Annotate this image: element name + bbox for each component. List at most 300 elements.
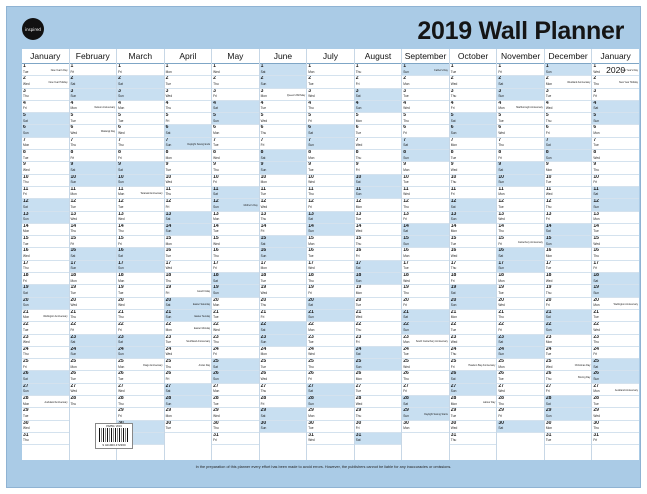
day-cell[interactable] <box>260 322 307 334</box>
day-cell[interactable] <box>402 224 449 236</box>
day-cell[interactable] <box>260 273 307 285</box>
day-cell[interactable] <box>592 150 639 162</box>
day-cell[interactable] <box>22 322 69 334</box>
day-cell[interactable] <box>212 335 259 347</box>
day-cell[interactable] <box>450 138 497 150</box>
day-cell[interactable] <box>165 113 212 125</box>
day-cell[interactable] <box>212 199 259 211</box>
day-cell[interactable] <box>165 64 212 76</box>
day-cell[interactable] <box>117 162 164 174</box>
day-cell[interactable] <box>307 76 354 88</box>
day-cell[interactable] <box>402 101 449 113</box>
day-cell[interactable] <box>545 298 592 310</box>
day-cell[interactable] <box>260 113 307 125</box>
day-cell[interactable] <box>22 310 69 322</box>
day-cell[interactable] <box>402 310 449 322</box>
day-cell[interactable] <box>402 298 449 310</box>
day-cell[interactable] <box>212 76 259 88</box>
day-cell[interactable] <box>70 175 117 187</box>
day-cell[interactable] <box>545 175 592 187</box>
day-cell[interactable] <box>70 310 117 322</box>
day-cell[interactable] <box>402 285 449 297</box>
day-cell[interactable] <box>497 359 544 371</box>
day-cell[interactable] <box>260 347 307 359</box>
day-cell[interactable] <box>22 396 69 408</box>
day-cell[interactable] <box>22 224 69 236</box>
day-cell[interactable] <box>117 298 164 310</box>
day-cell[interactable] <box>165 335 212 347</box>
day-cell[interactable] <box>497 310 544 322</box>
day-cell[interactable] <box>355 138 402 150</box>
day-cell[interactable] <box>70 396 117 408</box>
day-cell[interactable] <box>355 212 402 224</box>
day-cell[interactable] <box>260 187 307 199</box>
day-cell[interactable] <box>450 64 497 76</box>
day-cell[interactable] <box>165 76 212 88</box>
day-cell[interactable] <box>22 101 69 113</box>
day-cell[interactable] <box>545 273 592 285</box>
day-cell[interactable] <box>355 113 402 125</box>
day-cell[interactable] <box>402 89 449 101</box>
day-cell[interactable] <box>70 150 117 162</box>
day-cell[interactable] <box>355 371 402 383</box>
day-cell[interactable] <box>212 285 259 297</box>
day-cell[interactable] <box>307 347 354 359</box>
day-cell[interactable] <box>212 89 259 101</box>
day-cell[interactable] <box>70 335 117 347</box>
day-cell[interactable] <box>212 322 259 334</box>
day-cell[interactable] <box>497 162 544 174</box>
day-cell[interactable] <box>212 248 259 260</box>
day-cell[interactable] <box>497 396 544 408</box>
day-cell[interactable] <box>545 89 592 101</box>
day-cell[interactable] <box>260 101 307 113</box>
day-cell[interactable] <box>117 310 164 322</box>
day-cell[interactable] <box>402 175 449 187</box>
day-cell[interactable] <box>260 199 307 211</box>
day-cell[interactable] <box>402 396 449 408</box>
day-cell[interactable] <box>307 138 354 150</box>
day-cell[interactable] <box>260 335 307 347</box>
day-cell[interactable] <box>307 298 354 310</box>
day-cell[interactable] <box>402 125 449 137</box>
day-cell[interactable] <box>212 384 259 396</box>
day-cell[interactable] <box>307 371 354 383</box>
day-cell[interactable] <box>402 187 449 199</box>
day-cell[interactable] <box>165 285 212 297</box>
day-cell[interactable] <box>592 113 639 125</box>
day-cell[interactable] <box>22 212 69 224</box>
day-cell[interactable] <box>117 113 164 125</box>
day-cell[interactable] <box>70 212 117 224</box>
day-cell[interactable] <box>117 89 164 101</box>
day-cell[interactable] <box>22 175 69 187</box>
day-cell[interactable] <box>545 199 592 211</box>
day-cell[interactable] <box>355 101 402 113</box>
day-cell[interactable] <box>355 236 402 248</box>
day-cell[interactable] <box>70 347 117 359</box>
day-cell[interactable] <box>450 76 497 88</box>
day-cell[interactable] <box>260 162 307 174</box>
day-cell[interactable] <box>450 273 497 285</box>
day-cell[interactable] <box>450 371 497 383</box>
day-cell[interactable] <box>165 273 212 285</box>
day-cell[interactable] <box>260 285 307 297</box>
day-cell[interactable] <box>450 162 497 174</box>
day-cell[interactable] <box>307 224 354 236</box>
day-cell[interactable] <box>402 138 449 150</box>
day-cell[interactable] <box>307 175 354 187</box>
day-cell[interactable] <box>307 384 354 396</box>
day-cell[interactable] <box>70 261 117 273</box>
day-cell[interactable] <box>545 248 592 260</box>
day-cell[interactable] <box>355 384 402 396</box>
day-cell[interactable] <box>165 138 212 150</box>
day-cell[interactable] <box>70 89 117 101</box>
day-cell[interactable] <box>22 335 69 347</box>
day-cell[interactable] <box>165 310 212 322</box>
day-cell[interactable] <box>450 187 497 199</box>
day-cell[interactable] <box>497 421 544 433</box>
day-cell[interactable] <box>260 212 307 224</box>
day-cell[interactable] <box>592 64 639 76</box>
day-cell[interactable] <box>545 125 592 137</box>
day-cell[interactable] <box>402 273 449 285</box>
day-cell[interactable] <box>545 138 592 150</box>
day-cell[interactable] <box>165 384 212 396</box>
day-cell[interactable] <box>402 150 449 162</box>
day-cell[interactable] <box>117 273 164 285</box>
day-cell[interactable] <box>22 285 69 297</box>
day-cell[interactable] <box>355 199 402 211</box>
day-cell[interactable] <box>402 76 449 88</box>
day-cell[interactable] <box>497 298 544 310</box>
day-cell[interactable] <box>307 150 354 162</box>
day-cell[interactable] <box>497 138 544 150</box>
day-cell[interactable] <box>497 408 544 420</box>
day-cell[interactable] <box>117 384 164 396</box>
day-cell[interactable] <box>450 199 497 211</box>
day-cell[interactable] <box>402 359 449 371</box>
day-cell[interactable] <box>212 310 259 322</box>
day-cell[interactable] <box>165 421 212 433</box>
day-cell[interactable] <box>212 408 259 420</box>
day-cell[interactable] <box>402 199 449 211</box>
day-cell[interactable] <box>70 285 117 297</box>
day-cell[interactable] <box>497 384 544 396</box>
day-cell[interactable] <box>545 101 592 113</box>
day-cell[interactable] <box>497 125 544 137</box>
day-cell[interactable] <box>592 89 639 101</box>
day-cell[interactable] <box>307 248 354 260</box>
day-cell[interactable] <box>22 162 69 174</box>
day-cell[interactable] <box>450 248 497 260</box>
day-cell[interactable] <box>22 199 69 211</box>
day-cell[interactable] <box>165 248 212 260</box>
day-cell[interactable] <box>70 273 117 285</box>
day-cell[interactable] <box>165 236 212 248</box>
day-cell[interactable] <box>497 273 544 285</box>
day-cell[interactable] <box>22 273 69 285</box>
day-cell[interactable] <box>497 101 544 113</box>
day-cell[interactable] <box>70 187 117 199</box>
day-cell[interactable] <box>450 101 497 113</box>
day-cell[interactable] <box>545 236 592 248</box>
day-cell[interactable] <box>592 248 639 260</box>
day-cell[interactable] <box>212 433 259 445</box>
day-cell[interactable] <box>497 224 544 236</box>
day-cell[interactable] <box>355 322 402 334</box>
day-cell[interactable] <box>117 408 164 420</box>
day-cell[interactable] <box>592 433 639 445</box>
day-cell[interactable] <box>592 187 639 199</box>
day-cell[interactable] <box>22 359 69 371</box>
day-cell[interactable] <box>70 64 117 76</box>
day-cell[interactable] <box>545 322 592 334</box>
day-cell[interactable] <box>592 408 639 420</box>
day-cell[interactable] <box>497 150 544 162</box>
day-cell[interactable] <box>450 125 497 137</box>
day-cell[interactable] <box>355 162 402 174</box>
day-cell[interactable] <box>117 101 164 113</box>
day-cell[interactable] <box>22 421 69 433</box>
day-cell[interactable] <box>307 310 354 322</box>
day-cell[interactable] <box>545 408 592 420</box>
day-cell[interactable] <box>545 64 592 76</box>
day-cell[interactable] <box>545 433 592 445</box>
day-cell[interactable] <box>117 261 164 273</box>
day-cell[interactable] <box>450 322 497 334</box>
day-cell[interactable] <box>592 212 639 224</box>
day-cell[interactable] <box>117 359 164 371</box>
day-cell[interactable] <box>307 408 354 420</box>
day-cell[interactable] <box>402 371 449 383</box>
day-cell[interactable] <box>402 421 449 433</box>
day-cell[interactable] <box>355 150 402 162</box>
day-cell[interactable] <box>22 150 69 162</box>
day-cell[interactable] <box>212 261 259 273</box>
day-cell[interactable] <box>497 285 544 297</box>
day-cell[interactable] <box>307 359 354 371</box>
day-cell[interactable] <box>355 408 402 420</box>
day-cell[interactable] <box>450 89 497 101</box>
day-cell[interactable] <box>260 125 307 137</box>
day-cell[interactable] <box>117 175 164 187</box>
day-cell[interactable] <box>497 76 544 88</box>
day-cell[interactable] <box>545 187 592 199</box>
day-cell[interactable] <box>70 359 117 371</box>
day-cell[interactable] <box>355 187 402 199</box>
day-cell[interactable] <box>22 236 69 248</box>
day-cell[interactable] <box>70 236 117 248</box>
day-cell[interactable] <box>402 236 449 248</box>
day-cell[interactable] <box>212 175 259 187</box>
day-cell[interactable] <box>497 248 544 260</box>
day-cell[interactable] <box>70 384 117 396</box>
day-cell[interactable] <box>355 76 402 88</box>
day-cell[interactable] <box>592 298 639 310</box>
day-cell[interactable] <box>497 64 544 76</box>
day-cell[interactable] <box>70 113 117 125</box>
day-cell[interactable] <box>260 248 307 260</box>
day-cell[interactable] <box>545 212 592 224</box>
day-cell[interactable] <box>117 150 164 162</box>
day-cell[interactable] <box>592 125 639 137</box>
day-cell[interactable] <box>165 212 212 224</box>
day-cell[interactable] <box>22 371 69 383</box>
day-cell[interactable] <box>165 150 212 162</box>
day-cell[interactable] <box>117 236 164 248</box>
day-cell[interactable] <box>355 433 402 445</box>
day-cell[interactable] <box>260 371 307 383</box>
day-cell[interactable] <box>212 273 259 285</box>
day-cell[interactable] <box>212 113 259 125</box>
day-cell[interactable] <box>117 322 164 334</box>
day-cell[interactable] <box>165 224 212 236</box>
day-cell[interactable] <box>307 64 354 76</box>
day-cell[interactable] <box>260 359 307 371</box>
day-cell[interactable] <box>402 322 449 334</box>
day-cell[interactable] <box>592 421 639 433</box>
day-cell[interactable] <box>592 285 639 297</box>
day-cell[interactable] <box>592 384 639 396</box>
day-cell[interactable] <box>117 199 164 211</box>
day-cell[interactable] <box>260 396 307 408</box>
day-cell[interactable] <box>70 199 117 211</box>
day-cell[interactable] <box>307 113 354 125</box>
day-cell[interactable] <box>307 396 354 408</box>
day-cell[interactable] <box>70 298 117 310</box>
day-cell[interactable] <box>592 224 639 236</box>
day-cell[interactable] <box>355 298 402 310</box>
day-cell[interactable] <box>212 64 259 76</box>
day-cell[interactable] <box>165 371 212 383</box>
day-cell[interactable] <box>545 371 592 383</box>
day-cell[interactable] <box>22 248 69 260</box>
day-cell[interactable] <box>497 371 544 383</box>
day-cell[interactable] <box>355 248 402 260</box>
day-cell[interactable] <box>212 224 259 236</box>
day-cell[interactable] <box>545 359 592 371</box>
day-cell[interactable] <box>402 347 449 359</box>
day-cell[interactable] <box>450 150 497 162</box>
day-cell[interactable] <box>212 101 259 113</box>
day-cell[interactable] <box>307 285 354 297</box>
day-cell[interactable] <box>450 335 497 347</box>
day-cell[interactable] <box>592 359 639 371</box>
day-cell[interactable] <box>260 261 307 273</box>
day-cell[interactable] <box>307 89 354 101</box>
day-cell[interactable] <box>402 408 449 420</box>
day-cell[interactable] <box>212 371 259 383</box>
day-cell[interactable] <box>165 359 212 371</box>
day-cell[interactable] <box>402 64 449 76</box>
day-cell[interactable] <box>592 236 639 248</box>
day-cell[interactable] <box>117 347 164 359</box>
day-cell[interactable] <box>260 298 307 310</box>
day-cell[interactable] <box>497 89 544 101</box>
day-cell[interactable] <box>450 408 497 420</box>
day-cell[interactable] <box>545 421 592 433</box>
day-cell[interactable] <box>592 199 639 211</box>
day-cell[interactable] <box>450 384 497 396</box>
day-cell[interactable] <box>355 175 402 187</box>
day-cell[interactable] <box>22 384 69 396</box>
day-cell[interactable] <box>402 113 449 125</box>
day-cell[interactable] <box>260 310 307 322</box>
day-cell[interactable] <box>307 101 354 113</box>
day-cell[interactable] <box>592 310 639 322</box>
day-cell[interactable] <box>355 421 402 433</box>
day-cell[interactable] <box>355 396 402 408</box>
day-cell[interactable] <box>117 371 164 383</box>
day-cell[interactable] <box>70 101 117 113</box>
day-cell[interactable] <box>22 89 69 101</box>
day-cell[interactable] <box>545 113 592 125</box>
day-cell[interactable] <box>592 371 639 383</box>
day-cell[interactable] <box>402 261 449 273</box>
day-cell[interactable] <box>355 347 402 359</box>
day-cell[interactable] <box>592 335 639 347</box>
day-cell[interactable] <box>212 359 259 371</box>
day-cell[interactable] <box>212 138 259 150</box>
day-cell[interactable] <box>22 138 69 150</box>
day-cell[interactable] <box>117 125 164 137</box>
day-cell[interactable] <box>260 138 307 150</box>
day-cell[interactable] <box>212 212 259 224</box>
day-cell[interactable] <box>117 335 164 347</box>
day-cell[interactable] <box>355 273 402 285</box>
day-cell[interactable] <box>402 384 449 396</box>
day-cell[interactable] <box>497 187 544 199</box>
day-cell[interactable] <box>307 236 354 248</box>
day-cell[interactable] <box>212 187 259 199</box>
day-cell[interactable] <box>22 125 69 137</box>
day-cell[interactable] <box>307 261 354 273</box>
day-cell[interactable] <box>165 125 212 137</box>
day-cell[interactable] <box>307 322 354 334</box>
day-cell[interactable] <box>545 162 592 174</box>
day-cell[interactable] <box>212 150 259 162</box>
day-cell[interactable] <box>165 396 212 408</box>
day-cell[interactable] <box>545 396 592 408</box>
day-cell[interactable] <box>70 248 117 260</box>
day-cell[interactable] <box>545 310 592 322</box>
day-cell[interactable] <box>592 347 639 359</box>
day-cell[interactable] <box>307 125 354 137</box>
day-cell[interactable] <box>212 298 259 310</box>
day-cell[interactable] <box>450 113 497 125</box>
day-cell[interactable] <box>117 248 164 260</box>
day-cell[interactable] <box>117 64 164 76</box>
day-cell[interactable] <box>592 101 639 113</box>
day-cell[interactable] <box>165 175 212 187</box>
day-cell[interactable] <box>165 261 212 273</box>
day-cell[interactable] <box>497 335 544 347</box>
day-cell[interactable] <box>402 162 449 174</box>
day-cell[interactable] <box>70 138 117 150</box>
day-cell[interactable] <box>592 273 639 285</box>
day-cell[interactable] <box>260 384 307 396</box>
day-cell[interactable] <box>307 421 354 433</box>
day-cell[interactable] <box>545 224 592 236</box>
day-cell[interactable] <box>212 421 259 433</box>
day-cell[interactable] <box>22 113 69 125</box>
day-cell[interactable] <box>22 187 69 199</box>
day-cell[interactable] <box>70 322 117 334</box>
day-cell[interactable] <box>497 212 544 224</box>
day-cell[interactable] <box>545 347 592 359</box>
